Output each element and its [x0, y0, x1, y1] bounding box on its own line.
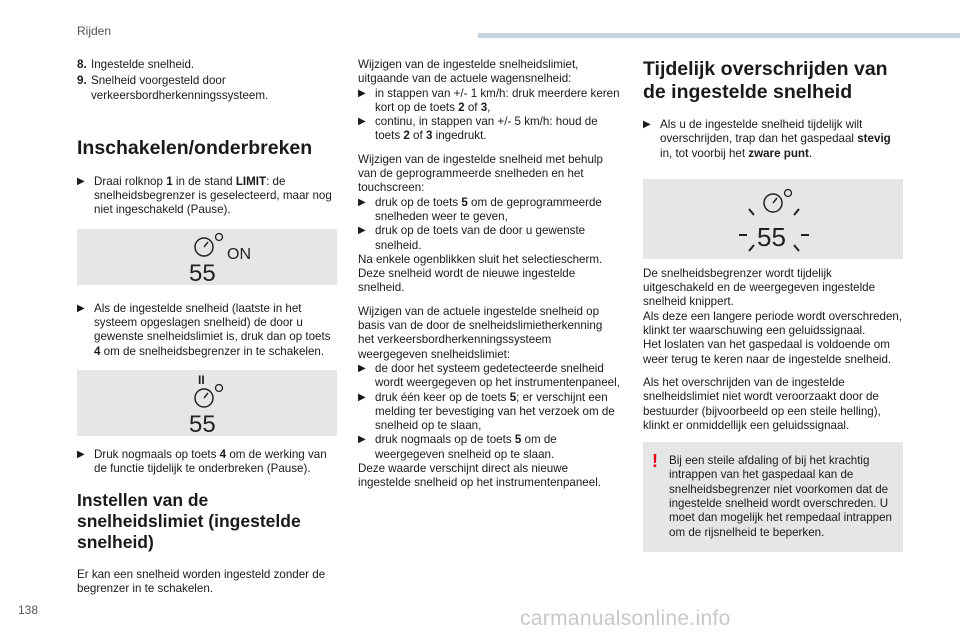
display-panel-pause — [77, 370, 337, 436]
bullet-change-7: ▶ druk nogmaals op de toets 5 om de weergegeven snelheid op te slaan. — [358, 433, 557, 461]
arrow-bullet-icon: ▶ — [77, 302, 85, 314]
header-bar — [478, 33, 960, 38]
bullet-change-6: ▶ druk één keer op de toets 5; er verschijnt een melding ter bevestiging van het verzoek om de snelheid op te slaan, — [358, 390, 615, 433]
bullet-change-1: ▶ in stappen van +/- 1 km/h: druk meerdere keren kort op de toets 2 of 3, — [358, 86, 620, 114]
paragraph-selection-closes: Na enkele ogenblikken sluit het selectiescherm. Deze snelheid wordt de nieuwe ingestelde snelheid. — [358, 252, 603, 295]
watermark: carmanualsonline.info — [520, 607, 731, 630]
warning-icon: ! — [652, 451, 658, 472]
arrow-bullet-icon: ▶ — [358, 391, 366, 403]
limiter-blinking-display-icon — [643, 179, 903, 259]
bullet-activate-3: ▶ Druk nogmaals op toets 4 om de werking van de functie tijdelijk te onderbreken (Pause). — [77, 447, 327, 476]
heading-overspeed: Tijdelijk overschrijden van de ingestelde snelheid — [643, 58, 888, 103]
arrow-bullet-icon: ▶ — [358, 225, 366, 237]
bullet-overspeed-1: ▶ Als u de ingestelde snelheid tijdelijk wilt overschrijden, trap dan het gaspedaal stevig in, tot voorbij het zware punt. — [643, 118, 891, 160]
arrow-bullet-icon: ▶ — [358, 87, 366, 99]
arrow-bullet-icon: ▶ — [358, 362, 366, 374]
column-2 — [358, 58, 620, 500]
limiter-on-display-icon — [77, 229, 337, 285]
paragraph-release-pedal: Het loslaten van het gaspedaal is voldoende om weer terug te keren naar de ingestelde snelheid. — [643, 338, 892, 366]
limiter-pause-display-icon — [77, 370, 337, 436]
svg-text:55: 55 — [757, 221, 786, 252]
column-3 — [643, 58, 903, 552]
display-panel-blinking — [643, 179, 903, 259]
section-title: Rijden — [77, 24, 112, 38]
page-number: 138 — [18, 603, 39, 617]
arrow-bullet-icon: ▶ — [358, 196, 366, 208]
svg-text:ON: ON — [227, 245, 251, 263]
svg-text:55: 55 — [189, 259, 216, 285]
paragraph-change-actual: Wijzigen van de ingestelde snelheidslimiet, uitgaande van de actuele wagensnelheid: — [358, 58, 579, 86]
paragraph-long-overspeed: Als deze een langere periode wordt overschreden, klinkt ter waarschuwing een geluidssignaal. — [643, 309, 903, 338]
paragraph-not-driver: Als het overschrijden van de ingestelde snelheidslimiet niet wordt veroorzaakt door de bestuurder (bijvoorbeeld op een steile helling), klinkt er onmiddellijk een geluidssignaal. — [643, 375, 881, 432]
paragraph-change-programmed: Wijzigen van de ingestelde snelheid met behulp van de geprogrammeerde snelheden en het touchscreen: — [358, 152, 603, 195]
paragraph-value-appears: Deze waarde verschijnt direct als nieuwe ingestelde snelheid op het instrumentenpaneel. — [358, 462, 601, 490]
arrow-bullet-icon: ▶ — [643, 119, 651, 130]
legend-item-9: 9. Snelheid voorgesteld door verkeersbordherkenningssysteem. — [77, 74, 269, 102]
paragraph-change-recognition: Wijzigen van de actuele ingestelde snelheid op basis van de door de snelheidslimietherkenning het verkeersbordherkenningssysteem weergegeven snelheidslimiet: — [358, 304, 603, 361]
arrow-bullet-icon: ▶ — [358, 434, 366, 446]
paragraph-set-limit: Er kan een snelheid worden ingesteld zonder de begrenzer in te schakelen. — [77, 567, 326, 595]
warning-text: Bij een steile afdaling of bij het krachtig intrappen van het gaspedaal kan de snelheidsbegrenzer niet voorkomen dat de ingestelde snelheid wordt overschreden. U moet dan mogelijk het rempedaal intrappen om de rijsnelheid te beperken. — [669, 454, 892, 539]
bullet-change-2: ▶ continu, in stappen van +/- 5 km/h: houd de toets 2 of 3 ingedrukt. — [358, 115, 598, 143]
bullet-change-4: ▶ druk op de toets van de door u gewenste snelheid. — [358, 224, 586, 252]
svg-text:II: II — [198, 372, 205, 387]
legend-item-8: 8. Ingestelde snelheid. — [77, 58, 195, 71]
heading-activate: Inschakelen/onderbreken — [77, 136, 313, 159]
bullet-change-3: ▶ druk op de toets 5 om de geprogrammeerde snelheden weer te geven, — [358, 195, 602, 223]
arrow-bullet-icon: ▶ — [77, 175, 85, 187]
warning-box — [643, 442, 903, 552]
paragraph-temporarily-off: De snelheidsbegrenzer wordt tijdelijk uitgeschakeld en de weergegeven ingestelde snelheid knippert. — [643, 266, 876, 309]
arrow-bullet-icon: ▶ — [77, 448, 85, 460]
bullet-change-5: ▶ de door het systeem gedetecteerde snelheid wordt weergegeven op het instrumentenpaneel, — [358, 361, 620, 390]
bullet-activate-2: ▶ Als de ingestelde snelheid (laatste in het systeem opgeslagen snelheid) de door u gewenste snelheidslimiet is, druk dan op toets 4 om de snelheidsbegrenzer in te schakelen. — [77, 301, 331, 358]
svg-text:55: 55 — [189, 410, 216, 436]
bullet-activate-1: ▶ Draai rolknop 1 in de stand LIMIT: de snelheidsbegrenzer is geselecteerd, maar nog niet ingeschakeld (Pause). — [77, 174, 332, 217]
arrow-bullet-icon: ▶ — [358, 116, 366, 128]
column-1 — [77, 58, 337, 605]
display-panel-on — [77, 229, 337, 285]
heading-set-limit: Instellen van de snelheidslimiet (ingestelde snelheid) — [77, 489, 301, 552]
